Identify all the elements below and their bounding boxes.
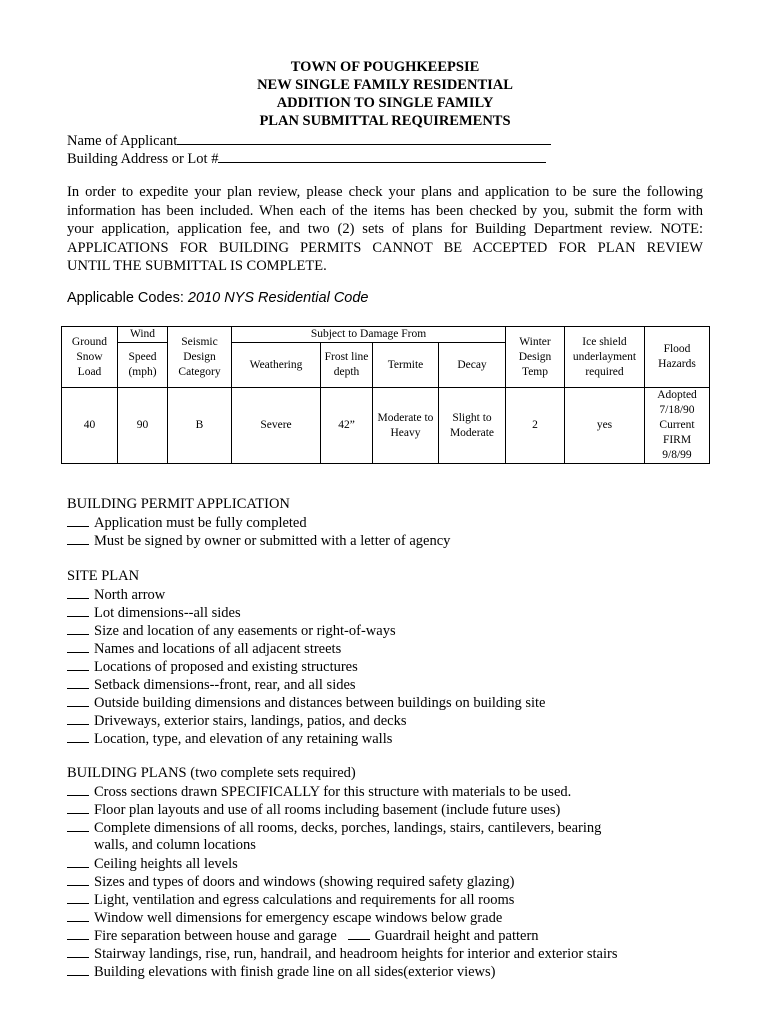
- header-speed: Speed (mph): [118, 343, 168, 388]
- header-frost-line-depth: Frost line depth: [321, 343, 373, 388]
- checklist-item-label: Lot dimensions--all sides: [94, 605, 241, 621]
- checklist-item-label: Outside building dimensions and distances between buildings on building site: [94, 695, 546, 711]
- building-address-label: Building Address or Lot #: [67, 151, 219, 167]
- value-frost-line-depth: 42”: [321, 388, 373, 464]
- header-flood-hazards: Flood Hazards: [645, 327, 710, 388]
- checklist-item: [67, 944, 617, 962]
- checkbox-blank[interactable]: [67, 657, 89, 671]
- checklist-item-label: Complete dimensions of all rooms, decks, porches, landings, stairs, cantilevers, bearing: [94, 820, 602, 836]
- checkbox-blank[interactable]: [67, 818, 89, 832]
- checkbox-blank[interactable]: [67, 908, 89, 922]
- header-ice-shield: Ice shield underlayment required: [565, 327, 645, 388]
- value-ice-shield: yes: [565, 388, 645, 464]
- checklist-item-label: Building elevations with finish grade line on all sides(exterior views): [94, 964, 496, 980]
- checklist-item-label: Ceiling heights all levels: [94, 856, 238, 872]
- title-line-1: TOWN OF POUGHKEEPSIE: [290, 59, 480, 75]
- checklist-item-label: Cross sections drawn SPECIFICALLY for this structure with materials to be used.: [94, 784, 572, 800]
- checkbox-blank[interactable]: [67, 926, 89, 940]
- checklist-item: [67, 872, 617, 890]
- building-plans-heading: BUILDING PLANS (two complete sets required): [67, 765, 356, 781]
- checkbox-blank[interactable]: [67, 872, 89, 886]
- checkbox-blank[interactable]: [67, 531, 89, 545]
- checkbox-blank[interactable]: [67, 639, 89, 653]
- checklist-item: [67, 621, 545, 639]
- checkbox-blank[interactable]: [67, 782, 89, 796]
- value-seismic-design-category: B: [168, 388, 232, 464]
- intro-line-1: In order to expedite your plan review, please check your plans and application to be sure the following: [67, 184, 703, 200]
- checklist-item: [67, 854, 617, 872]
- header-wind: Wind: [118, 327, 168, 343]
- value-decay: Slight to Moderate: [439, 388, 506, 464]
- checkbox-blank[interactable]: [67, 621, 89, 635]
- checklist-item: [67, 585, 545, 603]
- checkbox-blank[interactable]: [67, 800, 89, 814]
- value-ground-snow-load: 40: [62, 388, 118, 464]
- checklist-item-label: Names and locations of all adjacent streets: [94, 641, 342, 657]
- checkbox-blank[interactable]: [67, 890, 89, 904]
- checklist-item: [67, 818, 617, 836]
- title-line-3: ADDITION TO SINGLE FAMILY: [276, 95, 494, 111]
- checklist-item-label: Application must be fully completed: [94, 515, 307, 531]
- checklist-item: [67, 531, 450, 549]
- checkbox-blank[interactable]: [67, 585, 89, 599]
- checklist-item: [67, 729, 545, 747]
- checklist-item: [67, 603, 545, 621]
- value-winter-design-temp: 2: [506, 388, 565, 464]
- header-ground-snow-load: Ground Snow Load: [62, 327, 118, 388]
- value-wind-speed: 90: [118, 388, 168, 464]
- header-weathering: Weathering: [232, 343, 321, 388]
- intro-line-5: UNTIL THE SUBMITTAL IS COMPLETE.: [67, 258, 327, 274]
- building-address-line[interactable]: [218, 148, 546, 163]
- applicant-name-line[interactable]: [177, 130, 551, 145]
- site-plan-section: [67, 567, 545, 747]
- checkbox-blank[interactable]: [67, 513, 89, 527]
- building-plans-section: [67, 764, 617, 980]
- checklist-item-continuation: walls, and column locations: [94, 837, 256, 853]
- checklist-item: [67, 711, 545, 729]
- building-permit-heading: BUILDING PERMIT APPLICATION: [67, 496, 290, 512]
- checkbox-blank[interactable]: [67, 693, 89, 707]
- applicable-codes-value: 2010 NYS Residential Code: [187, 290, 369, 306]
- value-weathering: Severe: [232, 388, 321, 464]
- checklist-item: [67, 890, 617, 908]
- header-seismic-design-category: Seismic Design Category: [168, 327, 232, 388]
- checkbox-blank[interactable]: [67, 603, 89, 617]
- checkbox-blank[interactable]: [67, 729, 89, 743]
- checklist-item: [67, 639, 545, 657]
- checklist-item-label: Location, type, and elevation of any retaining walls: [94, 731, 393, 747]
- checklist-item: [67, 908, 617, 926]
- document-title: [0, 58, 770, 130]
- header-subject-to-damage: Subject to Damage From: [232, 327, 506, 343]
- checklist-item-label: Must be signed by owner or submitted with a letter of agency: [94, 533, 451, 549]
- checklist-item-label: Size and location of any easements or right-of-ways: [94, 623, 396, 639]
- header-termite: Termite: [373, 343, 439, 388]
- value-termite: Moderate to Heavy: [373, 388, 439, 464]
- checklist-item: [67, 962, 617, 980]
- header-decay: Decay: [439, 343, 506, 388]
- intro-paragraph: [67, 183, 703, 276]
- site-plan-heading: SITE PLAN: [67, 568, 140, 584]
- checklist-item-label: Guardrail height and pattern: [374, 928, 539, 944]
- checkbox-blank[interactable]: [67, 944, 89, 958]
- checklist-item-label: Window well dimensions for emergency escape windows below grade: [94, 910, 503, 926]
- applicant-name-field: [67, 130, 551, 150]
- title-line-2: NEW SINGLE FAMILY RESIDENTIAL: [257, 77, 513, 93]
- checklist-item-label: North arrow: [94, 587, 166, 603]
- checklist-item-label: Locations of proposed and existing structures: [94, 659, 358, 675]
- header-winter-design-temp: Winter Design Temp: [506, 327, 565, 388]
- building-address-field: [67, 148, 546, 168]
- checklist-item-label: Setback dimensions--front, rear, and all sides: [94, 677, 356, 693]
- intro-line-4: APPLICATIONS FOR BUILDING PERMITS CANNOT BE ACCEPTED FOR PLAN REVIEW: [67, 239, 703, 256]
- applicable-codes-label: Applicable Codes:: [67, 290, 188, 306]
- checkbox-blank[interactable]: [348, 926, 370, 940]
- checklist-item: [67, 657, 545, 675]
- checklist-item: [67, 800, 617, 818]
- checklist-item-label: Sizes and types of doors and windows (showing required safety glazing): [94, 874, 515, 890]
- checklist-item-label: Driveways, exterior stairs, landings, patios, and decks: [94, 713, 407, 729]
- intro-line-3: your application, application fee, and two (2) sets of plans for Building Department review. NOTE:: [67, 221, 703, 237]
- checkbox-blank[interactable]: [67, 962, 89, 976]
- title-line-4: PLAN SUBMITTAL REQUIREMENTS: [259, 113, 511, 129]
- building-permit-section: [67, 495, 450, 549]
- checklist-item: [67, 675, 545, 693]
- checklist-item: [67, 782, 617, 800]
- intro-line-2: information has been included. When each of the items has been checked by you, submit the form with: [67, 202, 703, 219]
- checklist-item: [67, 926, 617, 944]
- checkbox-blank[interactable]: [67, 711, 89, 725]
- applicable-codes: [67, 290, 368, 306]
- design-criteria-table: [61, 326, 710, 464]
- value-flood-hazards: Adopted 7/18/90 Current FIRM 9/8/99: [645, 388, 710, 464]
- applicant-name-label: Name of Applicant: [67, 133, 178, 149]
- checkbox-blank[interactable]: [67, 675, 89, 689]
- checklist-item: [67, 513, 450, 531]
- checkbox-blank[interactable]: [67, 854, 89, 868]
- checklist-item-label: Light, ventilation and egress calculations and requirements for all rooms: [94, 892, 515, 908]
- checklist-item: [67, 693, 545, 711]
- checklist-item-label: Stairway landings, rise, run, handrail, and headroom heights for interior and exterior stairs: [94, 946, 618, 962]
- checklist-item-label: Floor plan layouts and use of all rooms including basement (include future uses): [94, 802, 561, 818]
- checklist-item-label: Fire separation between house and garage: [94, 928, 337, 944]
